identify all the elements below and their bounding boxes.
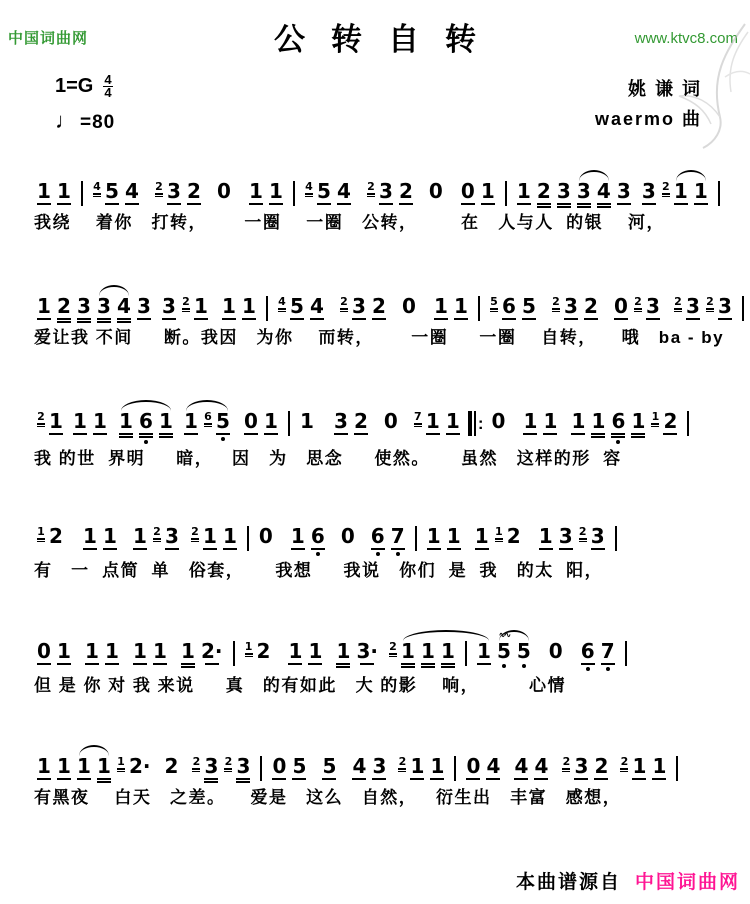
note: 1	[571, 409, 586, 433]
rest-note: 0	[402, 294, 416, 318]
spacer	[142, 181, 152, 182]
footer-source-label: 本曲谱源自	[515, 872, 621, 893]
note: 1	[248, 179, 263, 203]
note: 1	[222, 294, 236, 318]
spacer	[371, 411, 381, 412]
grace-note: 2	[674, 296, 682, 312]
note: 1	[632, 754, 647, 778]
note: 1	[401, 641, 415, 668]
note: 1	[430, 754, 445, 778]
note: 4	[486, 754, 501, 778]
note: 1	[410, 754, 425, 778]
tempo-value: =80	[80, 112, 116, 133]
note: 1	[37, 754, 51, 778]
spacer	[211, 296, 219, 297]
note: 1	[222, 524, 237, 548]
note: 1	[523, 409, 538, 433]
note: 6	[371, 526, 385, 556]
grace-note: 4	[305, 181, 313, 197]
note: 2	[663, 409, 678, 433]
rest-note: 0	[244, 409, 258, 433]
grace-note: 2	[552, 296, 560, 312]
grace-note: 2	[398, 756, 406, 772]
barline	[465, 641, 467, 666]
notation-line	[34, 626, 734, 671]
notation-line	[34, 281, 734, 323]
note: 1	[57, 754, 71, 778]
slur-group	[181, 411, 233, 441]
rest-note: 0	[548, 639, 563, 663]
notation-line	[34, 511, 734, 556]
grace-note: 2	[224, 756, 232, 772]
note: 2	[49, 524, 63, 548]
note: 1	[93, 409, 107, 433]
note: 2	[583, 294, 598, 318]
note: 3	[557, 181, 571, 208]
note: 5	[290, 294, 304, 318]
barline	[288, 411, 290, 436]
note: 1	[673, 179, 688, 203]
spacer	[401, 411, 411, 412]
note: 7	[391, 526, 405, 556]
note: 1	[652, 754, 667, 778]
music-system	[34, 281, 734, 357]
grace-note: 2	[579, 526, 587, 542]
note: 1	[446, 524, 461, 548]
spacer	[663, 296, 671, 297]
rest-note: 0	[340, 524, 355, 548]
slur-group	[116, 411, 176, 444]
rest-note: 0	[491, 409, 506, 433]
grace-note: 6	[204, 411, 212, 441]
grace-note: 2	[37, 411, 45, 427]
note: 3·	[356, 639, 378, 663]
note: 3	[204, 756, 218, 783]
note: 1	[441, 641, 455, 668]
spacer	[416, 181, 426, 182]
grace-note: 5	[490, 296, 498, 312]
barline	[81, 181, 83, 206]
note: 3	[333, 409, 348, 433]
note: 1	[153, 639, 167, 663]
note: 5	[216, 411, 230, 441]
spacer	[381, 641, 386, 642]
grace-note: 2	[153, 526, 161, 542]
spacer	[339, 756, 349, 757]
note: 4	[514, 754, 529, 778]
time-denominator: 4	[104, 85, 112, 100]
spacer	[234, 181, 246, 182]
spacer	[273, 641, 285, 642]
footer-site-name: 中国词曲网	[634, 872, 740, 893]
note: 1	[49, 409, 63, 433]
note: 3	[645, 294, 660, 318]
time-signature	[103, 74, 112, 99]
note: 1	[159, 411, 173, 444]
note: 2·	[129, 754, 151, 778]
note: 1	[268, 179, 283, 203]
grace-note: 2	[191, 526, 199, 542]
note: 3	[167, 179, 181, 203]
rest-note: 0	[460, 179, 475, 203]
note: 3	[717, 294, 732, 318]
lyrics-line: 但 是 你 对 我 来说 真 的有如此 大 的影 响， 心情	[34, 676, 566, 695]
note: 1	[242, 294, 256, 318]
slur-group	[671, 181, 711, 205]
note: 1	[82, 524, 97, 548]
note: 1	[474, 524, 489, 548]
note: 1	[425, 409, 440, 433]
spacer	[204, 181, 214, 182]
note: 2	[537, 181, 551, 208]
note: 3	[685, 294, 700, 318]
barline	[625, 641, 627, 666]
barline	[742, 296, 744, 321]
barline	[415, 526, 417, 551]
note: 6	[501, 294, 516, 318]
note: 1	[300, 409, 314, 433]
score	[0, 166, 750, 817]
note: 3	[77, 296, 91, 323]
note: 5	[292, 754, 307, 778]
barline	[505, 181, 507, 206]
note: 5	[105, 179, 119, 203]
spacer	[120, 526, 130, 527]
key-label: 1=G	[55, 75, 94, 97]
composer-credit: waermo 曲	[594, 109, 702, 129]
note: 4	[336, 179, 351, 203]
barline	[718, 181, 720, 206]
spacer	[539, 296, 549, 297]
note: 1	[102, 524, 117, 548]
grace-note: 4	[93, 181, 101, 197]
note: 6	[611, 411, 625, 444]
grace-note: 2	[182, 296, 190, 312]
grace-note: 2	[192, 756, 200, 772]
rest-note: 0	[217, 179, 231, 203]
rest-note: 0	[428, 179, 443, 203]
footer-attribution	[516, 867, 740, 894]
note: 1	[631, 411, 645, 438]
note: 3	[97, 296, 111, 323]
music-system	[34, 741, 734, 817]
note: 3	[563, 294, 578, 318]
note: 2	[398, 179, 413, 203]
note: 3	[162, 294, 176, 318]
spacer	[634, 181, 639, 182]
note: 1	[453, 294, 468, 318]
lyrics-line: 有黑夜 白天 之差。 爱是 这么 自然， 衍生出 丰富 感想，	[34, 788, 622, 807]
note: 3	[236, 756, 250, 783]
grace-note: 2	[340, 296, 348, 312]
note: 3	[372, 754, 387, 778]
note: 1	[516, 179, 531, 203]
spacer	[566, 641, 578, 642]
grace-note: 4	[278, 296, 286, 312]
spacer	[182, 526, 188, 527]
music-system	[34, 396, 734, 472]
spacer	[524, 526, 536, 527]
note: 1	[591, 411, 605, 438]
rest-note: 0	[613, 294, 628, 318]
spacer	[233, 411, 241, 412]
note: 2	[372, 294, 386, 318]
note: 1	[476, 639, 491, 663]
lyrics-line: 我 的世 界明 暗， 因 为 思念 使然。 虽然 这样的形 容	[34, 449, 622, 468]
rest-note: 0	[272, 754, 287, 778]
slur-group	[574, 181, 614, 208]
note: 2	[187, 179, 201, 203]
repeat-sign: :	[468, 411, 484, 436]
note: 2	[164, 754, 179, 778]
credits	[595, 74, 702, 134]
grace-note: 1	[651, 411, 659, 427]
grace-note: 1	[495, 526, 503, 542]
note: 4	[534, 754, 549, 778]
note: 2	[256, 639, 271, 663]
note: 1	[194, 294, 208, 318]
spacer	[389, 756, 395, 757]
note: 1	[445, 409, 460, 433]
note: 1	[37, 179, 51, 203]
key-signature	[55, 74, 113, 99]
note: 1	[184, 409, 198, 433]
music-system	[34, 511, 734, 587]
slur-group	[398, 641, 494, 668]
notation-line	[34, 741, 734, 783]
spacer	[508, 411, 520, 412]
grace-note: 2	[662, 181, 670, 197]
barline	[247, 526, 249, 551]
time-numerator: 4	[104, 72, 112, 87]
tempo-marking	[55, 108, 115, 134]
note: 1	[57, 639, 71, 663]
note: 1	[480, 179, 495, 203]
note: 1	[105, 639, 119, 663]
grace-note: 1	[37, 526, 45, 542]
site-url-watermark: www.ktvc8.com	[634, 30, 738, 47]
note: 3	[137, 294, 151, 318]
rest-note: 0	[383, 409, 398, 433]
note: 5	[316, 179, 331, 203]
spacer	[551, 756, 559, 757]
note: 1	[433, 294, 448, 318]
song-title: 公转自转	[274, 22, 502, 57]
rest-note: 0	[466, 754, 481, 778]
note: 1	[288, 639, 303, 663]
rest-note: 0	[37, 639, 51, 663]
spacer	[560, 411, 568, 412]
note: 6	[311, 526, 325, 556]
note: 3	[590, 524, 605, 548]
spacer	[170, 641, 178, 642]
grace-note: 1	[117, 756, 125, 772]
note: 5	[322, 754, 337, 778]
grace-note: 2	[706, 296, 714, 312]
note: 4	[310, 294, 324, 318]
rest-note: 0	[258, 524, 273, 548]
spacer	[419, 296, 431, 297]
spacer	[317, 411, 331, 412]
spacer	[309, 756, 319, 757]
spacer	[122, 641, 130, 642]
spacer	[503, 756, 511, 757]
note: 1	[85, 639, 99, 663]
note: 1	[73, 409, 87, 433]
note: 5	[517, 641, 531, 668]
note: 3	[574, 754, 589, 778]
lyrics-line: 我绕 着你 打转， 一圈 一圈 公转， 在 人与人 的银 河，	[34, 213, 666, 232]
note: 4	[352, 754, 367, 778]
grace-note: 2	[367, 181, 375, 197]
grace-note: 2	[620, 756, 628, 772]
note: 3	[577, 181, 591, 208]
barline	[478, 296, 480, 321]
note: 1	[77, 754, 91, 778]
note: 2	[506, 524, 521, 548]
note: 1	[57, 179, 71, 203]
note: 1	[119, 411, 133, 444]
grace-note: 7	[414, 411, 422, 427]
note: 5	[521, 294, 536, 318]
spacer	[181, 756, 189, 757]
site-watermark-left: 中国词曲网	[8, 30, 89, 47]
spacer	[66, 526, 80, 527]
notation-line	[34, 166, 734, 208]
spacer	[66, 411, 70, 412]
note: 2	[353, 409, 368, 433]
note: 3	[616, 179, 631, 203]
spacer	[389, 296, 399, 297]
spacer	[534, 641, 546, 642]
note: 1	[538, 524, 553, 548]
note: 1	[202, 524, 217, 548]
barline	[266, 296, 268, 321]
barline	[260, 756, 262, 781]
spacer	[327, 296, 337, 297]
note: 4	[597, 181, 611, 208]
spacer	[601, 296, 611, 297]
note: 6	[139, 411, 153, 444]
lyricist-credit: 姚 谦 词	[627, 79, 702, 99]
note: 1	[336, 641, 350, 668]
spacer	[358, 526, 368, 527]
barline	[615, 526, 617, 551]
note: 1	[543, 409, 558, 433]
spacer	[325, 641, 333, 642]
note: 4	[117, 296, 131, 323]
note: 1	[97, 756, 111, 783]
grace-note: 2	[634, 296, 642, 312]
note: 1	[37, 294, 51, 318]
meta-block	[0, 74, 750, 152]
quarter-note-icon: ♩	[55, 108, 78, 133]
spacer	[74, 641, 82, 642]
lyrics-line: 爱让我 不间 断。我因 为你 而转， 一圈 一圈 自转， 哦 ba - by	[34, 328, 725, 347]
note: 1	[181, 641, 195, 668]
note: 7	[601, 641, 615, 671]
note: 1	[290, 524, 305, 548]
note: 1	[693, 179, 708, 203]
slur-group	[74, 756, 114, 783]
note: 2	[57, 296, 71, 323]
note: 1	[308, 639, 323, 663]
spacer	[328, 526, 338, 527]
note: 1	[133, 639, 147, 663]
note: 3	[164, 524, 179, 548]
barline	[454, 756, 456, 781]
grace-note: 2	[389, 641, 397, 657]
spacer	[446, 181, 458, 182]
note: 3	[352, 294, 366, 318]
note: 1	[426, 524, 441, 548]
grace-note: 2	[562, 756, 570, 772]
lyrics-line: 有 一 点简 单 俗套， 我想 我说 你们 是 我 的太 阳，	[34, 561, 604, 580]
grace-note: 1	[245, 641, 253, 657]
note: 3	[641, 179, 656, 203]
note: 3	[378, 179, 393, 203]
barline	[687, 411, 689, 436]
barline	[676, 756, 678, 781]
grace-note: 2	[155, 181, 163, 197]
note: 1	[421, 641, 435, 668]
spacer	[354, 181, 364, 182]
note: 3	[558, 524, 573, 548]
note: 4	[125, 179, 139, 203]
note: 2	[594, 754, 609, 778]
note: 6	[581, 641, 595, 671]
slur-group	[494, 630, 534, 668]
music-system	[34, 626, 734, 702]
spacer	[464, 526, 472, 527]
spacer	[154, 756, 162, 757]
note: 2·	[201, 639, 223, 663]
note: 1	[132, 524, 147, 548]
note: 1	[264, 409, 278, 433]
barline	[293, 181, 295, 206]
slur-group	[94, 296, 134, 323]
spacer	[276, 526, 288, 527]
music-system	[34, 166, 734, 242]
notation-line	[34, 396, 734, 444]
spacer	[611, 756, 617, 757]
barline	[233, 641, 235, 666]
spacer	[154, 296, 159, 297]
note: 5 ∿∿	[497, 641, 511, 668]
